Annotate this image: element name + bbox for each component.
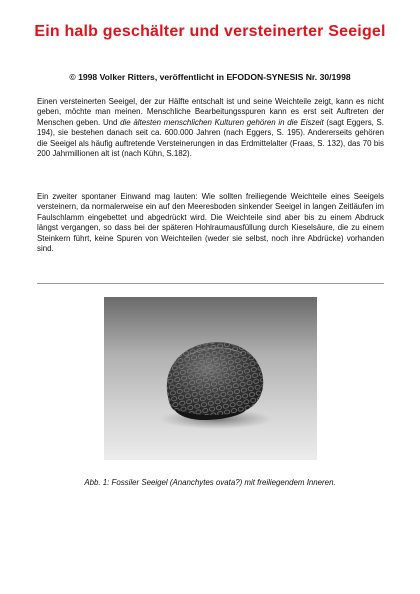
paragraph-1-text-a: Einen versteinerten Seeigel, der zur Hälfte entschalt ist und seine Weichteile zeigt, kann es nicht geben, möchte man meinen. Menschliche Bearbeitungsspuren kann es erst seit Auftreten der Menschen geben. Und [37, 97, 384, 127]
paragraph-1-text-b: (sagt Eggers, S. 194), sie bestehen danach seit ca. 600.000 Jahren (nach Eggers, S. 195). Andererseits gehören die Seeigel als häufig auftretende Versteinerungen in das Erdmittelalter (Fraas, S. 132), das 70 bis 200 Jahrmillionen alt ist (nach Kühn, S.182). [37, 117, 384, 159]
copyright-line: © 1998 Volker Ritters, veröffentlicht in EFODON-SYNESIS Nr. 30/1998 [69, 72, 351, 82]
paragraph-1-italic: die ältesten menschlichen Kulturen gehören in die Eiszeit [120, 117, 324, 127]
section-divider [37, 283, 384, 284]
paragraph-1 [37, 97, 384, 159]
fossil-sea-urchin-photo [104, 297, 317, 460]
paragraph-2: Ein zweiter spontaner Einwand mag lauten: Wie sollten freiliegende Weichteile eines Seeigels versteinern, da normalerweise ein auf den Meeresboden sinkender Seeigel in langen Zeitläufen im Faulschlamm eingebettet und abgedrückt wird. Die Weichteile sind aber bis zu einem Abdruck längst vergangen, so dass bei der späteren Hohlraumausfüllung durch Kieselsäure, die zu einem Steinkern führt, keine Spuren von Weichteilen (weder sie selbst, noch ihre Abdrücke) vorhanden sind. [37, 192, 384, 254]
figure-caption: Abb. 1: Fossiler Seeigel (Ananchytes ovata?) mit freiliegendem Inneren. [84, 478, 336, 487]
article-title: Ein halb geschälter und versteinerter Seeigel [34, 23, 386, 40]
